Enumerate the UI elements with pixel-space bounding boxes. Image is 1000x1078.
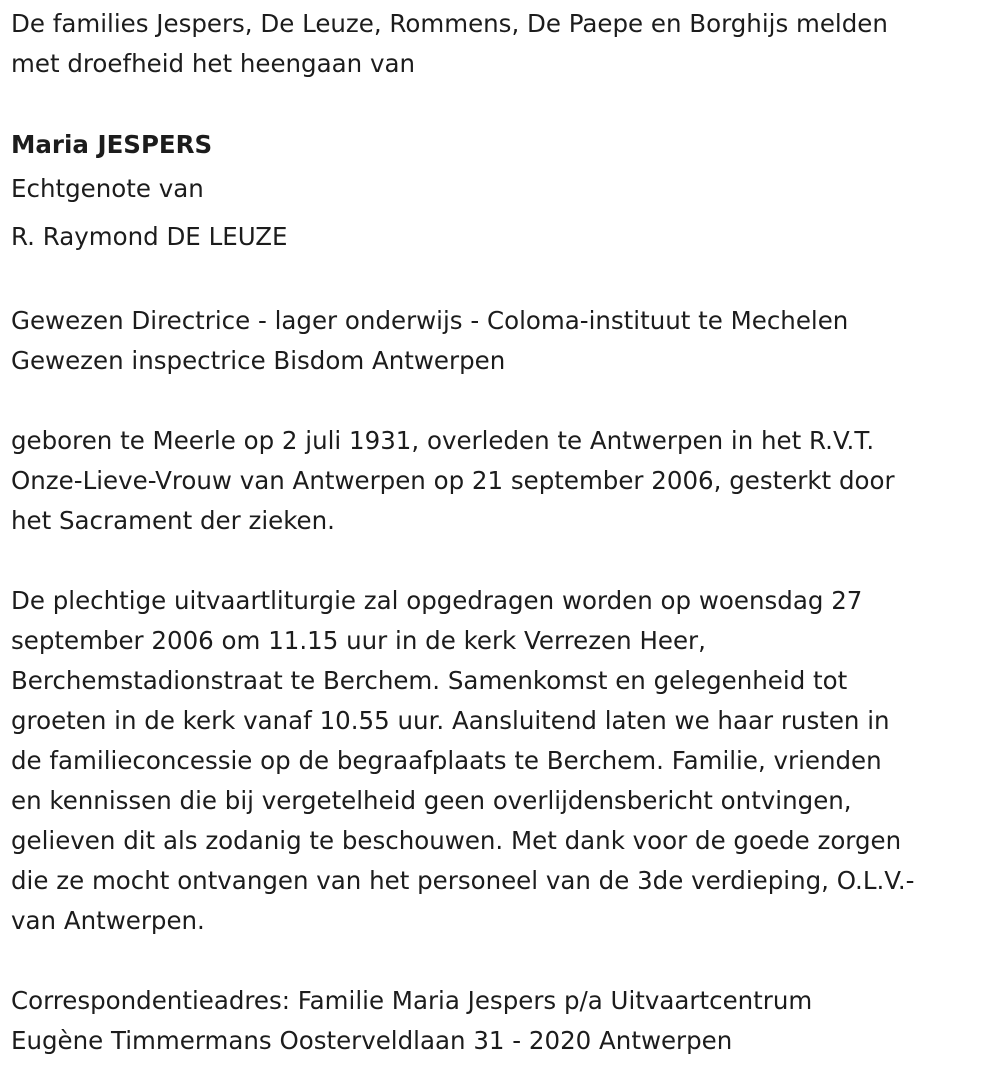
funeral-line: groeten in de kerk vanaf 10.55 uur. Aansluitend laten we haar rusten in [11,706,890,735]
function-paragraph [11,301,986,381]
spacer [11,941,986,981]
funeral-line: van Antwerpen. [11,906,205,935]
funeral-line: gelieven dit als zodanig te beschouwen. Met dank voor de goede zorgen [11,826,902,855]
funeral-line: De plechtige uitvaartliturgie zal opgedragen worden op woensdag 27 [11,586,863,615]
funeral-line: Berchemstadionstraat te Berchem. Samenkomst en gelegenheid tot [11,666,848,695]
intro-line: De families Jespers, De Leuze, Rommens, De Paepe en Borghijs melden [11,9,888,38]
spacer [11,261,986,301]
function-line: Gewezen Directrice - lager onderwijs - Coloma-instituut te Mechelen [11,306,849,335]
correspondence-line: Eugène Timmermans Oosterveldlaan 31 - 2020 Antwerpen [11,1026,733,1055]
funeral-paragraph [11,581,986,941]
intro-line: met droefheid het heengaan van [11,49,415,78]
correspondence-line: Correspondentieadres: Familie Maria Jespers p/a Uitvaartcentrum [11,986,813,1015]
birth-death-line: geboren te Meerle op 2 juli 1931, overleden te Antwerpen in het R.V.T. [11,426,875,455]
funeral-line: september 2006 om 11.15 uur in de kerk Verrezen Heer, [11,626,706,655]
correspondence-paragraph [11,981,986,1061]
relation-label: Echtgenote van [11,174,204,203]
birth-death-paragraph [11,421,986,541]
funeral-line: de familieconcessie op de begraafplaats te Berchem. Familie, vrienden [11,746,882,775]
birth-death-line: Onze-Lieve-Vrouw van Antwerpen op 21 september 2006, gesterkt door [11,466,895,495]
deceased-name: Maria JESPERS [11,130,213,159]
funeral-line: en kennissen die bij vergetelheid geen overlijdensbericht ontvingen, [11,786,852,815]
spacer [11,541,986,581]
birth-death-line: het Sacrament der zieken. [11,506,335,535]
funeral-line: die ze mocht ontvangen van het personeel van de 3de verdieping, O.L.V.- [11,866,915,895]
intro-paragraph [11,4,986,84]
function-line: Gewezen inspectrice Bisdom Antwerpen [11,346,506,375]
spacer [11,381,986,421]
spouse-name: R. Raymond DE LEUZE [11,222,288,251]
obituary-notice [11,4,986,1061]
